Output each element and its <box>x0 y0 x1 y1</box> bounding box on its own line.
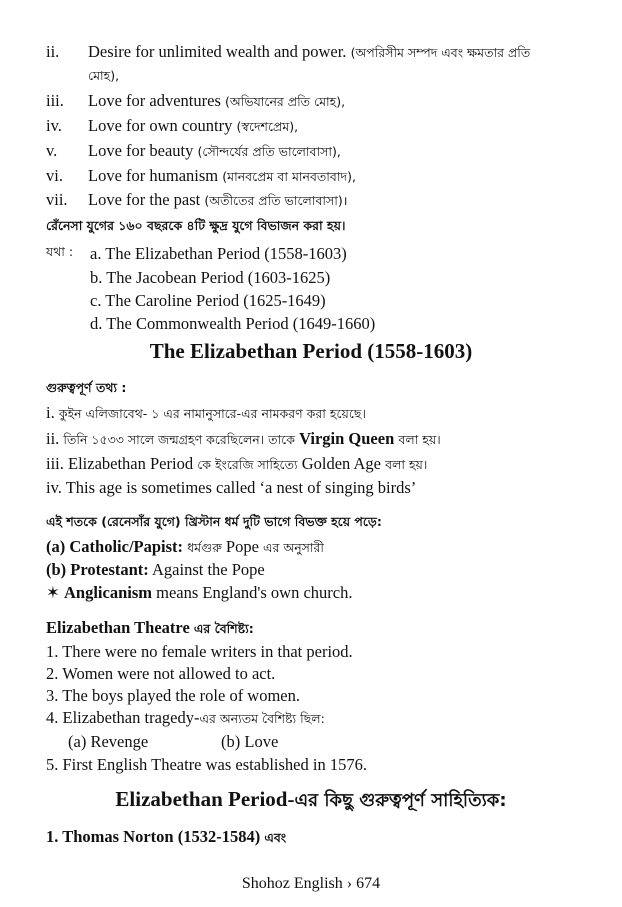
theatre-heading: Elizabethan Theatre এর বৈশিষ্ট্য: <box>46 618 254 637</box>
list-item: iii. Love for adventures (অভিযানের প্রতি মোহ), <box>46 91 346 110</box>
period-item: b. The Jacobean Period (1603-1625) <box>90 268 331 287</box>
important-info-label: গুরুত্বপূর্ণ তথ্য : <box>46 380 127 395</box>
list-item: v. Love for beauty (সৌন্দর্যের প্রতি ভালোবাসা), <box>46 141 341 160</box>
church-item: (b) Protestant: Against the Pope <box>46 560 265 579</box>
jatha-label: যথা : <box>46 244 74 259</box>
list-item: vi. Love for humanism (মানবপ্রেম বা মানবতাবাদ), <box>46 166 356 185</box>
writer-item: 1. Thomas Norton (1532-1584) এবং <box>46 827 287 846</box>
theatre-item: 3. The boys played the role of women. <box>46 686 301 705</box>
period-item: d. The Commonwealth Period (1649-1660) <box>90 314 376 333</box>
church-heading: এই শতকে (রেনেসাঁর যুগে) খ্রিস্টান ধর্ম দুটি ভাগে বিভক্ত হয়ে পড়ে: <box>46 514 382 529</box>
info-item: ii. তিনি ১৫৩৩ সালে জন্মগ্রহণ করেছিলেন। তাকে Virgin Queen বলা হয়। <box>46 429 441 448</box>
period-item: a. The Elizabethan Period (1558-1603) <box>90 244 347 263</box>
theatre-item: 2. Women were not allowed to act. <box>46 664 276 683</box>
info-item: i. কুইন এলিজাবেথ- ১ এর নামানুসারে-এর নামকরণ করা হয়েছে। <box>46 403 366 422</box>
theatre-item: 4. Elizabethan tragedy-এর অন্যতম বৈশিষ্ট্য ছিল: <box>46 708 325 727</box>
church-item: ✶ Anglicanism means England's own church. <box>46 583 353 602</box>
section-title: The Elizabethan Period (1558-1603) <box>149 339 473 363</box>
theatre-item: 1. There were no female writers in that period. <box>46 642 353 661</box>
list-item: ii. Desire for unlimited wealth and power. (অপরিসীম সম্পদ এবং ক্ষমতার প্রতি <box>46 42 531 61</box>
page-footer: Shohoz English › 674 <box>241 875 381 892</box>
church-item: (a) Catholic/Papist: ধর্মগুরু Pope এর অনুসারী <box>46 537 325 556</box>
list-item: vii. Love for the past (অতীতের প্রতি ভালোবাসা)। <box>46 190 348 209</box>
info-item: iii. Elizabethan Period কে ইংরেজি সাহিত্যে Golden Age বলা হয়। <box>46 454 428 473</box>
tragedy-option-b: (b) Love <box>221 732 279 751</box>
writers-title: Elizabethan Period-এর কিছু গুরুত্বপূর্ণ সাহিত্যিক: <box>115 787 507 811</box>
list-item-continued: মোহ), <box>88 68 120 83</box>
star-icon: ✶ <box>46 583 60 602</box>
list-item: iv. Love for own country (স্বদেশপ্রেম), <box>46 116 299 135</box>
period-item: c. The Caroline Period (1625-1649) <box>90 291 326 310</box>
theatre-item: 5. First English Theatre was established in 1576. <box>46 755 367 774</box>
tragedy-option-a: (a) Revenge <box>68 732 149 751</box>
info-item: iv. This age is sometimes called ‘a nest of singing birds’ <box>46 478 417 497</box>
division-heading: রেঁনেসা যুগের ১৬০ বছরকে ৪টি ক্ষুদ্র যুগে বিভাজন করা হয়। <box>46 218 346 233</box>
